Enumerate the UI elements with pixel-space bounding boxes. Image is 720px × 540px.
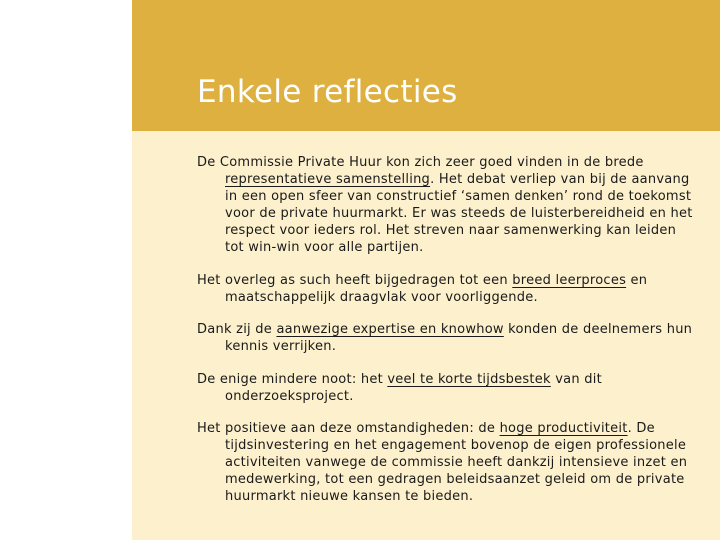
reflection-paragraph (197, 321, 697, 355)
slide-title: Enkele reflecties (197, 74, 458, 110)
highlighted-phrase: aanwezige expertise en knowhow (276, 322, 504, 337)
reflection-paragraph (197, 371, 697, 405)
reflection-paragraph (197, 154, 697, 256)
paragraph-text: . Het debat verliep van bij de aanvang in een open sfeer van constructief ‘samen denken’ rond de toekomst voor de private huurmarkt. Er was steeds de luisterbereidheid en het respect voor ieders rol. Het streven naar samenwerking kan leiden tot win-win voor alle partijen. (225, 172, 693, 255)
highlighted-phrase: representatieve samenstelling (225, 172, 431, 187)
paragraph-text: De Commissie Private Huur kon zich zeer goed vinden in de brede (197, 155, 644, 170)
reflection-paragraph (197, 420, 697, 505)
paragraph-text: Het positieve aan deze omstandigheden: de (197, 421, 500, 436)
highlighted-phrase: veel te korte tijdsbestek (387, 371, 551, 387)
paragraph-text: konden de deelnemers hun kennis verrijken. (225, 322, 693, 354)
reflection-paragraph (197, 272, 697, 306)
paragraph-text: De enige mindere noot: het (197, 371, 388, 387)
highlighted-phrase: breed leerproces (512, 272, 627, 288)
paragraph-text: . De tijdsinvestering en het engagement bovenop de eigen professionele activiteiten vanwege de commissie heeft dankzij intensieve inzet en medewerking, tot een gedragen beleidsaanzet geleid om de private huurmarkt nieuwe kansen te bieden. (225, 421, 688, 504)
header-band (132, 0, 720, 131)
highlighted-phrase: hoge productiviteit (499, 421, 628, 436)
reflection-list (197, 154, 697, 505)
paragraph-text: en maatschappelijk draagvlak voor voorliggende. (225, 272, 648, 305)
paragraph-text: Dank zij de (197, 322, 277, 337)
paragraph-text: Het overleg as such heeft bijgedragen tot een (197, 272, 513, 288)
paragraph-text: van dit onderzoeksproject. (225, 371, 602, 404)
